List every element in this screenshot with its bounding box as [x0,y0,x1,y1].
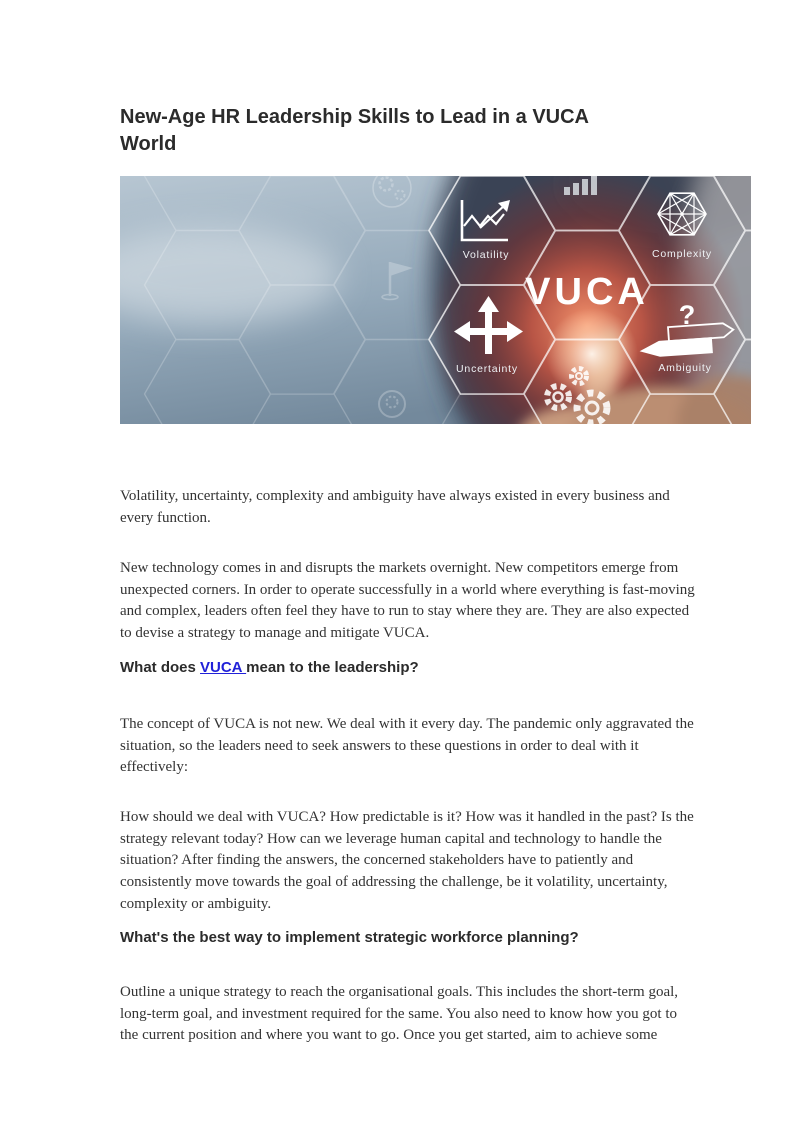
vuca-link[interactable]: VUCA [200,659,247,676]
svg-text:?: ? [678,300,696,330]
volatility-label: Volatility [462,249,510,261]
paragraph-questions: How should we deal with VUCA? How predictable is it? How was it handled in the past? Is the strategy relevant today? How can we leverage human capital and technology to handle the situation? After finding the answers, the concerned stakeholders have to patiently and consistently move towards the goal of addressing the challenge, be it volatility, uncertainty, complexity or ambiguity. [120,809,694,912]
heading-what-does-vuca-mean [120,659,695,677]
uncertainty-label: Uncertainty [456,363,518,375]
heading-text-pre: What does [120,659,201,676]
heading-strategic-workforce-planning: What's the best way to implement strategic workforce planning? [120,929,579,946]
paragraph-intro: Volatility, uncertainty, complexity and ambiguity have always existed in every business and every function. [120,488,670,526]
complexity-label: Complexity [652,248,712,260]
ambiguity-label: Ambiguity [658,362,712,374]
paragraph-outline-strategy: Outline a unique strategy to reach the organisational goals. This includes the short-term goal, long-term goal, and investment required for the same. You also need to know how you got to the current position and where you want to go. Once you get started, aim to achieve some [120,984,679,1044]
paragraph-concept: The concept of VUCA is not new. We deal with it every day. The pandemic only aggravated the situation, so the leaders need to seek answers to these questions in order to deal with it effectively: [120,716,694,776]
page-title: New-Age HR Leadership Skills to Lead in a VUCA World [120,106,600,155]
vuca-center-text: VUCA [525,271,649,313]
paragraph-technology: New technology comes in and disrupts the markets overnight. New competitors emerge from unexpected corners. In order to operate successfully in a world where everything is fast-moving and complex, leaders often feel they have to run to stay where they are. They are also expected to devise a strategy to manage and mitigate VUCA. [120,560,695,642]
hero-fingertip-light [546,308,638,400]
heading-text-post: mean to the leadership? [246,659,419,676]
hero-image-vuca [120,176,751,424]
